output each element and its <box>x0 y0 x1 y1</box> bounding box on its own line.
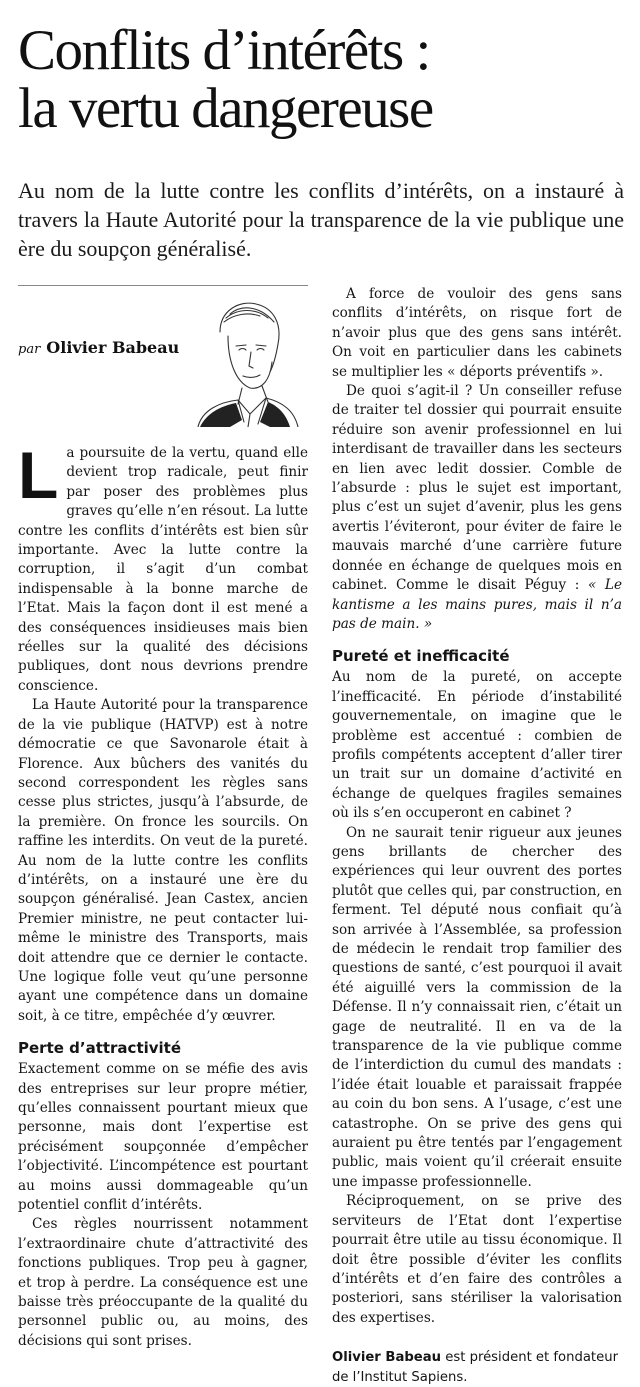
dropcap: L <box>18 438 59 512</box>
title-line-2: la vertu dangereuse <box>18 77 433 140</box>
article-column-left <box>18 438 308 1351</box>
article-title <box>18 19 628 140</box>
byline <box>18 338 179 357</box>
article-paragraph-6: De quoi s’agit-il ? Un conseiller refuse de traiter tel dossier qui pourrait ensuite réduire son avenir professionnel en lui interdisant de travailler dans les secteurs en lien avec ledit dossier. Comble de l’absurde : plus le sujet est important, plus c’est un sujet d’avenir, plus les gens avertis l’éviteront, pour éviter de faire le mauvais marché d’une carrière future donnée en échange de quelques mois en cabinet. Comme le disait Péguy : « Le kantisme a les mains pures, mais il n’a pas de main. » <box>332 383 623 632</box>
section-heading-attractivite: Perte d’attractivité <box>18 1039 182 1058</box>
article-paragraph-4: Ces règles nourrissent notamment l’extraordinaire chute d’attractivité des fonctions publiques. Trop peu à gagner, et trop à perdre. La conséquence est une baisse très préoccupante de la qualité du personnel public ou, au moins, des décisions qui sont prises. <box>18 1216 308 1349</box>
article-paragraph-1: La poursuite de la vertu, quand elle devient trop radicale, peut finir par poser des problèmes plus graves qu’elle n’en résout. La lutte contre les conflits d’intérêts est bien sûr importante. Avec la lutte contre la corruption, il s’agit d’un combat indispensable à la bonne marche de l’Etat. Mais la façon dont il est mené a des conséquences insidieuses mais bien réelles sur la qualité des décisions publiques, dont nous devrions prendre conscience. <box>18 438 308 694</box>
article-paragraph-3: Exactement comme on se méfie des avis des entreprises sur leur propre métier, qu’elles connaissent pourtant mieux que personne, mais dont l’expertise est précisément soupçonnée d’empêcher l’objectivité. L’incompétence est pourtant au moins aussi dommageable qu’un potentiel conflit d’intérêts. <box>18 1061 308 1214</box>
article-lede: Au nom de la lutte contre les conflits d’intérêts, on a instauré à travers la Haute Autorité pour la transparence de la vie publique une ère du soupçon généralisé. <box>18 178 624 261</box>
byline-prefix: par <box>18 342 41 357</box>
title-line-1: Conflits d’intérêts : <box>18 19 430 82</box>
article-paragraph-9: Réciproquement, on se prive des serviteurs de l’Etat dont l’expertise pourrait être utile au tissu économique. Il doit être possible d’éviter les conflits d’intérêts et d’en faire des contrôles a posteriori, sans stériliser la valorisation des expertises. <box>332 1193 622 1326</box>
author-portrait-icon <box>190 292 300 427</box>
article-paragraph-8: On ne saurait tenir rigueur aux jeunes gens brillants de chercher des expériences qui leur ouvrent des portes plutôt que celles qui, par construction, en ferment. Tel député nous confiait qu’à son arrivée à l’Assemblée, sa profession de médecin le rendait trop familier des questions de santé, c’est pourquoi il avait été aiguillé vers la commission de la Défense. Il n’y connaissait rien, c’était un gage de neutralité. Il en va de la transparence de la vie publique comme de l’interdiction du cumul des mandats : l’idée était louable et paraissait frappée au coin du bon sens. A l’usage, c’est une catastrophe. On se prive des gens qui auraient pu être tentés par l’engagement public, mais voient qu’il créerait ensuite une impasse professionnelle. <box>332 824 622 1190</box>
section-heading-purete: Pureté et inefficacité <box>332 647 510 666</box>
article-paragraph-5: A force de vouloir des gens sans conflits d’intérêts, on risque fort de n’avoir plus que des gens sans intérêt. On voit en particulier dans les cabinets se multiplier les « déports préventifs ». <box>332 286 622 380</box>
peguy-quote: « Le kantisme a les mains pures, mais il n’a pas de main. » <box>332 577 623 632</box>
bio-author-name: Olivier Babeau <box>332 1350 442 1366</box>
byline-divider <box>18 285 308 286</box>
article-column-right <box>332 285 622 1387</box>
article-paragraph-7: Au nom de la pureté, on accepte l’inefficacité. En période d’instabilité gouvernementale, on imagine que le problème est accentué : combien de profils compétents acceptent d’aller tirer un trait sur un domaine d’activité en échange de quelques fragiles semaines où ils s’en occuperont en cabinet ? <box>332 669 622 822</box>
author-bio: Olivier Babeau est président et fondateur de l’Institut Sapiens. <box>332 1350 618 1385</box>
byline-author: Olivier Babeau <box>46 338 180 357</box>
article-paragraph-2: La Haute Autorité pour la transparence de la vie publique (HATVP) est à notre démocratie ce que Savonarole était à Florence. Aux bûchers des vanités du second correspondent les règles sans cesse plus strictes, jusqu’à l’absurde, de la première. On fronce les sourcils. On raffine les interdits. On veut de la pureté. Au nom de la lutte contre les conflits d’intérêts, on a instauré une ère du soupçon généralisé. Jean Castex, ancien Premier ministre, ne peut contacter lui-même le ministre des Transports, mais doit attendre que ce dernier le contacte. Une logique folle veut qu’une personne ayant une compétence dans un domaine soit, à ce titre, empêchée d’y œuvrer. <box>18 697 308 1024</box>
